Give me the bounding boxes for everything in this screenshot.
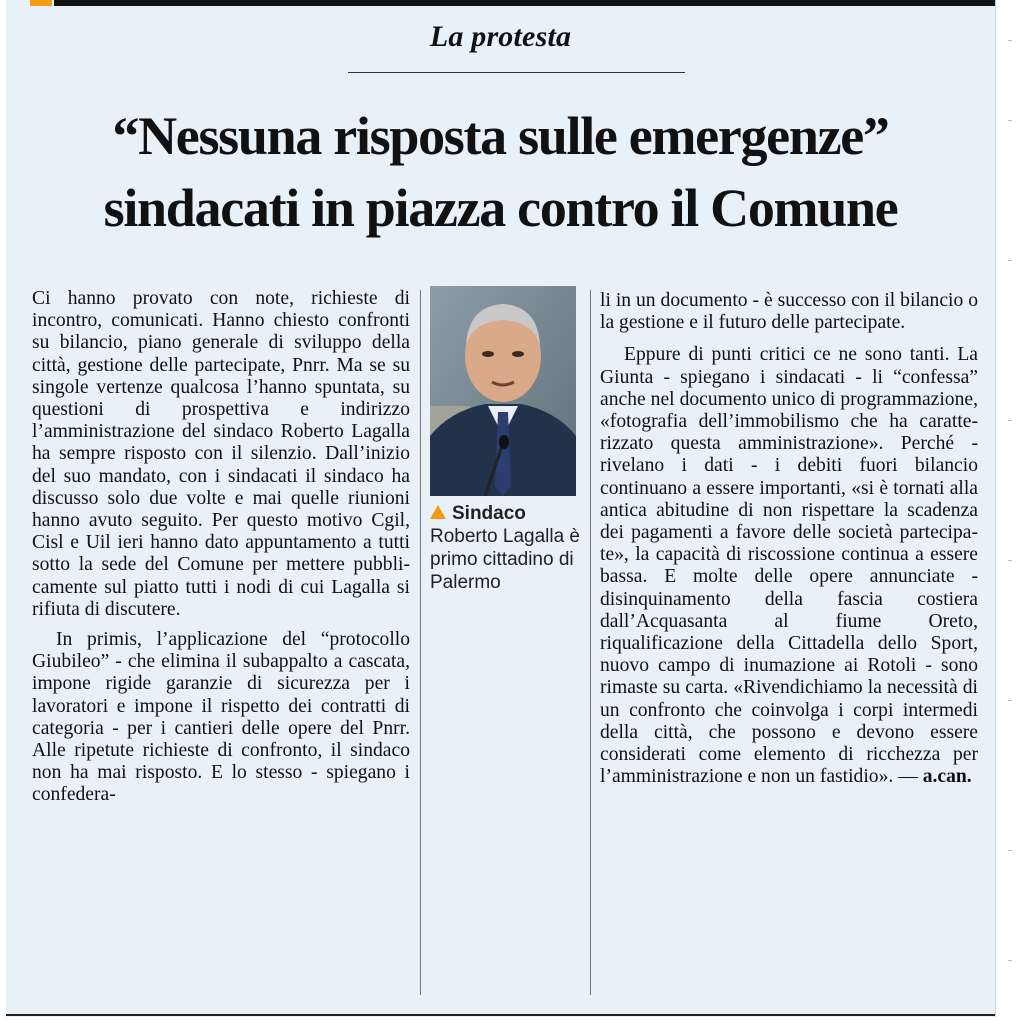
byline: a.can. bbox=[922, 766, 972, 788]
column-rule-left bbox=[420, 290, 421, 995]
headline bbox=[6, 100, 995, 244]
column-rule-right bbox=[590, 290, 591, 995]
adjacent-page-edge bbox=[1002, 0, 1017, 1024]
headline-line-2: sindacati in piazza contro il Comune bbox=[103, 178, 898, 238]
body-paragraph-2-part-2: li in un documento - è successo con il bilancio o la gestione e il futuro delle partecipate. bbox=[600, 290, 978, 334]
caption-text: Roberto Lagalla è primo cittadino di Palermo bbox=[430, 526, 580, 593]
mayor-photo bbox=[430, 286, 576, 496]
headline-line-1: “Nessuna risposta sulle emergenze” bbox=[112, 106, 889, 166]
body-column-right bbox=[600, 290, 978, 788]
kicker-rule bbox=[348, 72, 685, 73]
bottom-rule bbox=[6, 1014, 996, 1016]
article bbox=[6, 0, 996, 1017]
body-paragraph-1: Ci hanno provato con note, richieste di incontro, comunicati. Hanno chiesto confronti su bilancio, piano generale di sviluppo della città, gestione delle partecipate, Pnrr. Ma se su singole vertenze qualcosa l’hanno spuntata, su questioni di prospettiva e indirizzo l’amministrazione del sindaco Roberto Lagalla ha sempre risposto con il silenzio. Dall’inizio del suo mandato, con i sindacati il sindaco ha discusso solo due volte e mai quelle riunioni hanno avuto seguito. Per questo motivo Cgil, Cisl e Uil ieri hanno dato appuntamento a tutti sotto la sede del Comune per mettere pubblicamente sul piatto tutti i nodi di cui Lagalla si rifiuta di discutere. bbox=[32, 288, 410, 620]
body-paragraph-2-end bbox=[600, 290, 978, 334]
body-paragraph-2-part-1: In primis, l’applicazione del “protocollo Giubileo” - che elimina il subappalto a cascata, impone rigide garanzie di sicurezza per i lavoratori e impone il rispetto dei contratti di categoria - per i cantieri delle opere del Pnrr. Alle ripetute richieste di confronto, il sindaco non ha mai risposto. E lo stesso - spiegano i confedera- bbox=[32, 629, 410, 806]
caption-label: Sindaco bbox=[430, 502, 580, 525]
section-accent-bar bbox=[30, 0, 52, 6]
body-paragraph-3: Eppure di punti critici ce ne sono tanti. La Giunta - spiegano i sindacati - li “confessa” anche nel documento unico di programmazione, «fotografia dell’immobilismo che ha caratterizzato questa amministrazione». Perché -rivelano i dati - i debiti fuori bilancio continuano a essere importanti, «si è tornati alla antica abitudine di non rispettare la scadenza dei pagamenti a favore delle società partecipate», la capacità di riscossione continua a essere bassa. E molte delle opere annunciate - disinquinamento della fascia costiera dall’Acquasanta al fiume Oreto, riqualificazione della Cittadella dello Sport, nuovo campo di inumazione ai Rotoli - sono rimaste su carta. «Rivendichiamo la necessità di un confronto che coinvolga i corpi intermedi della città, che possono e devono essere considerati come elemento di ricchezza per l’amministrazione e non un fastidio». — a.can. bbox=[600, 344, 978, 788]
triangle-marker-icon bbox=[430, 505, 446, 519]
body-column-left bbox=[32, 288, 410, 807]
body-paragraph-2-start bbox=[32, 629, 410, 807]
section-kicker: La protesta bbox=[429, 20, 572, 53]
photo-caption bbox=[430, 502, 580, 594]
mayor-portrait-image bbox=[430, 286, 576, 496]
top-rule bbox=[54, 0, 995, 6]
